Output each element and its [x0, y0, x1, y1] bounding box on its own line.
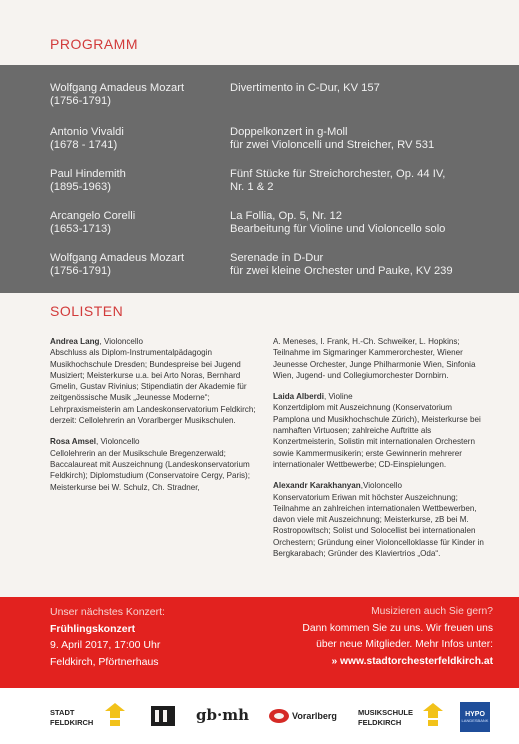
- soloist-bio: Konservatorium Eriwan mit höchster Auszeichnung; Teilnahme an zahlreichen internationalen Wettbewerben, davon viele mit Auszeichnung; Meisterkurse, zB bei M. Rostropowitsch; Solist und Solocellist bei internationalen Orchestern; Gründung einer Violoncelloklasse für Kinder in Bergkarabach; Gründer des Klaviertrios „Oda“.: [273, 492, 484, 559]
- work-title: [230, 210, 490, 236]
- soloist-name: Laida Alberdi: [273, 392, 324, 402]
- work-title: [230, 252, 490, 278]
- next-concert-place: Feldkirch, Pförtnerhaus: [50, 655, 159, 668]
- bj-logo-icon: [150, 702, 176, 732]
- composer-years: (1653-1713): [50, 223, 111, 235]
- soloist-instrument: , Violoncello: [96, 437, 140, 447]
- soloist-alexandr-karakhanyan: [273, 480, 487, 559]
- next-concert-label: Unser nächstes Konzert:: [50, 606, 165, 618]
- work-title: [230, 168, 490, 194]
- feldkirch-label: FELDKIRCH: [50, 718, 94, 727]
- work-label: Divertimento in C-Dur, KV 157: [230, 82, 380, 94]
- work-title: [230, 126, 490, 152]
- composer-label: Arcangelo Corelli: [50, 210, 136, 222]
- soloist-rosa-amsel-continued: [273, 336, 487, 381]
- soloist-bio: Konzertdiplom mit Auszeichnung (Konservatorium Pamplona und Musikhochschule Zürich), Meisterkurse bei namhaften Virtuosen; zahlreiche Auftritte als Konzertmeisterin, Solistin mit internationalen Orchestern sowie Kammermusikerin; erste Gewinnerin mehrerer internationaler Wettbewerbe; CD-Einspielungen.: [273, 403, 481, 469]
- work-label: La Follia, Op. 5, Nr. 12: [230, 210, 342, 222]
- concert-info-band: [0, 597, 519, 688]
- recruit-info: [263, 604, 493, 670]
- vorarlberg-logo: [268, 702, 346, 732]
- work-label: Fünf Stücke für Streichorchester, Op. 44 IV,: [230, 168, 446, 180]
- musikschule-feldkirch-logo: [358, 702, 448, 732]
- composer-years: (1895-1963): [50, 181, 111, 193]
- composer-name: [50, 252, 220, 278]
- recruit-question: Musizieren auch Sie gern?: [371, 606, 493, 617]
- musikschule-feldkirch-label: FELDKIRCH: [358, 718, 402, 727]
- program-row: [0, 168, 519, 196]
- soloist-instrument: , Violoncello: [99, 337, 143, 346]
- program-row: [0, 210, 519, 238]
- work-label: Doppelkonzert in g-Moll: [230, 126, 348, 138]
- program-list: [0, 65, 519, 293]
- city-arms-icon: [104, 702, 126, 728]
- vorarlberg-emblem-icon: [268, 708, 290, 724]
- soloist-rosa-amsel: [50, 436, 264, 492]
- composer-name: [50, 210, 220, 236]
- program-row: [0, 126, 519, 154]
- soloist-instrument: ,Violoncello: [360, 481, 402, 491]
- website-link[interactable]: » www.stadtorchesterfeldkirch.at: [331, 655, 493, 667]
- program-row: [0, 82, 519, 110]
- composer-name: [50, 126, 220, 152]
- stadt-feldkirch-logo: [50, 702, 130, 732]
- soloists-left-column: [50, 336, 264, 503]
- work-detail: für zwei Violoncelli und Streicher, RV 531: [230, 139, 435, 151]
- school-arms-icon: [422, 702, 444, 728]
- composer-years: (1756-1791): [50, 95, 111, 107]
- recruit-line-1: Dann kommen Sie zu uns. Wir freuen uns: [302, 622, 493, 634]
- soloist-name: Andrea Lang: [50, 337, 100, 346]
- musikschule-label: MUSIKSCHULE: [358, 708, 414, 717]
- recruit-line-2: über neue Mitglieder. Mehr Infos unter:: [316, 639, 493, 650]
- soloist-instrument: , Violine: [323, 392, 353, 402]
- hypo-label: HYPO: [465, 711, 485, 718]
- soloist-name: Alexandr Karakhanyan: [273, 481, 361, 491]
- hypo-sub-label: LANDESBANK: [461, 718, 489, 723]
- program-row: [0, 252, 519, 280]
- composer-label: Paul Hindemith: [50, 168, 126, 180]
- hypo-logo: [460, 702, 490, 732]
- soloist-laida-alberdi: [273, 391, 487, 470]
- work-detail: für zwei kleine Orchester und Pauke, KV 239: [230, 265, 453, 277]
- stadt-label: STADT: [50, 708, 75, 717]
- next-concert-title: Frühlingskonzert: [50, 622, 136, 635]
- soloist-bio: Cellolehrerin an der Musikschule Bregenzerwald; Baccalaureat mit Auszeichnung (Landeskonservatorium Feldkirch); Diplomstudium (Conservatoire Cergy, Paris); Meisterkurse bei W. Schulz, Ch. Stradner,: [50, 448, 250, 492]
- composer-label: Wolfgang Amadeus Mozart: [50, 252, 185, 264]
- work-detail: Bearbeitung für Violine und Violoncello solo: [230, 223, 446, 235]
- gbmh-logo: gb·mh: [196, 706, 249, 724]
- soloist-bio: Abschluss als Diplom-Instrumentalpädagogin Musikhochschule Dresden; Bundespreise bei Jugend Musiziert; Meisterkurse u.a. bei Arto Noras, Bernhard Gmelin, Gustav Rivinius; Stipendiatin der Akademie für zeitgenössische Musik „Jeunesse Moderne“; Lehrpraxismeisterin am Landeskonservatorium Feldkirch; derzeit: Cellolehrerin an Vorarlberger Musikschulen.: [50, 348, 256, 426]
- work-title: [230, 82, 490, 95]
- soloist-name: Rosa Amsel: [50, 437, 97, 447]
- next-concert-date: 9. April 2017, 17:00 Uhr: [50, 639, 161, 651]
- composer-name: [50, 168, 220, 194]
- programm-heading: PROGRAMM: [50, 36, 138, 52]
- next-concert: [50, 604, 250, 670]
- sponsor-logos: [0, 688, 519, 744]
- soloist-bio-continued: A. Meneses, I. Frank, H.-Ch. Schweiker, L. Hopkins; Teilnahme im Sigmaringer Kammerorchester, Wiener Jeunesse Orchester, Junge Philharmonie Wien, Sinfonia Wien, Jugend- und Collegiumorchester Dornbirn.: [273, 337, 476, 380]
- composer-years: (1756-1791): [50, 265, 111, 277]
- soloists-right-column: [273, 336, 487, 569]
- composer-label: Antonio Vivaldi: [50, 126, 124, 138]
- vorarlberg-label: Vorarlberg: [292, 711, 337, 721]
- soloist-andrea-lang: [50, 336, 264, 426]
- work-detail: Nr. 1 & 2: [230, 181, 274, 193]
- composer-name: [50, 82, 220, 108]
- work-label: Serenade in D-Dur: [230, 252, 324, 264]
- composer-years: (1678 - 1741): [50, 139, 118, 151]
- composer-label: Wolfgang Amadeus Mozart: [50, 82, 185, 94]
- solisten-heading: SOLISTEN: [50, 303, 124, 319]
